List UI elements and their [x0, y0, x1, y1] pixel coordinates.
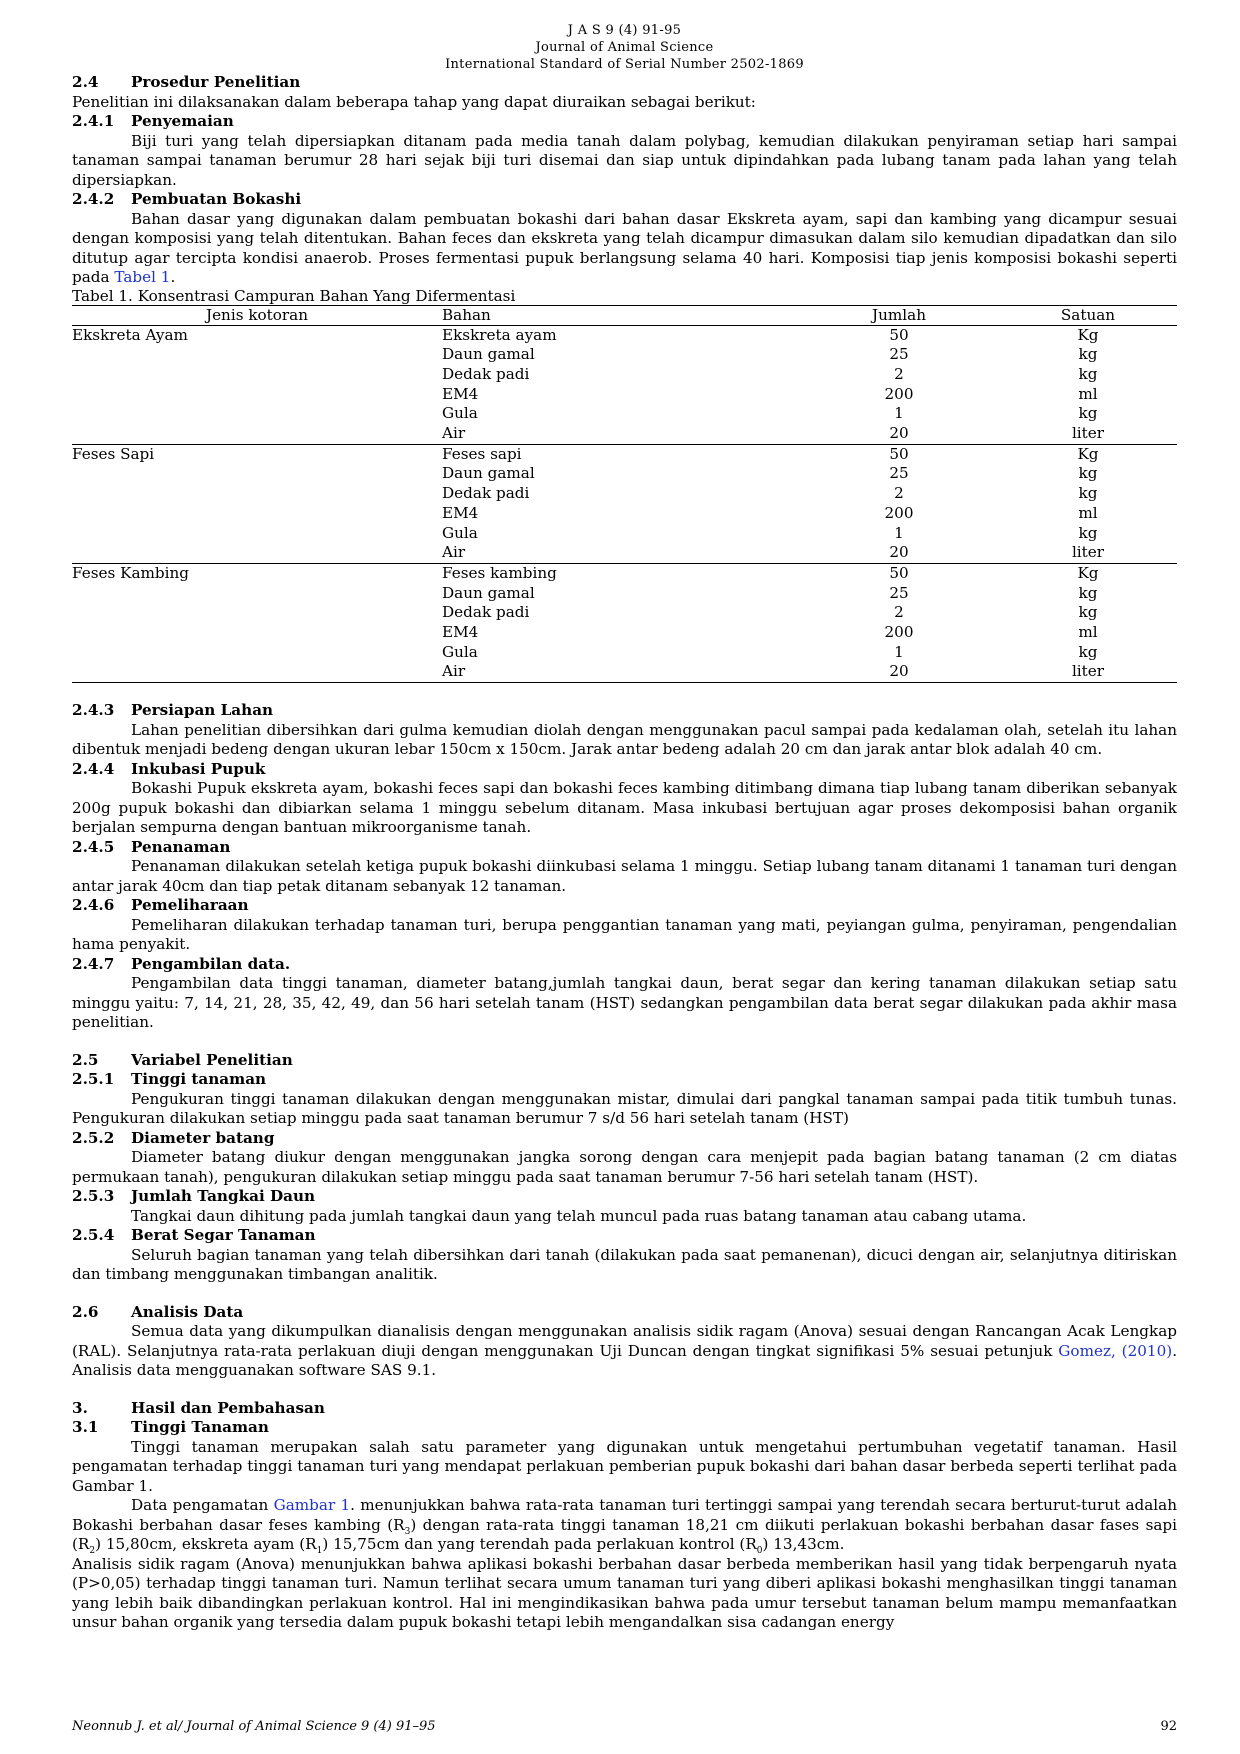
- table-group: [72, 444, 1177, 563]
- cell-satuan: kg: [1078, 523, 1098, 542]
- table-caption: Tabel 1. Konsentrasi Campuran Bahan Yang Difermentasi: [72, 286, 516, 305]
- cell-jumlah: 200: [884, 503, 914, 522]
- cell-satuan: Kg: [1077, 563, 1099, 582]
- cell-satuan: kg: [1078, 484, 1098, 503]
- journal-issn: International Standard of Serial Number 2502-1869: [445, 57, 804, 72]
- paragraph: Tinggi tanaman merupakan salah satu parameter yang digunakan untuk mengetahui pertumbuhan vegetatif tanaman. Hasil pengamatan terhadap tinggi tanaman turi yang mendapat perlakuan pemberian pupuk bokashi dari bahan dasar berbeda seperti terlihat pada Gambar 1.: [72, 1437, 1177, 1495]
- cell-satuan: kg: [1078, 583, 1098, 602]
- paragraph: Pengambilan data tinggi tanaman, diameter batang,jumlah tangkai daun, berat segar dan kering tanaman dilakukan setiap satu minggu yaitu: 7, 14, 21, 28, 35, 42, 49, dan 56 hari setelah tanam (HST) sedangkan pengambilan data berat segar dilakukan pada akhir masa penelitian.: [72, 974, 1177, 1032]
- cell-jumlah: 50: [889, 444, 909, 463]
- paragraph: Seluruh bagian tanaman yang telah dibersihkan dari tanah (dilakukan pada saat pemanenan), dicuci dengan air, selanjutnya ditiriskan dan timbang menggunakan timbangan analitik.: [72, 1245, 1177, 1284]
- section-heading: 2.5 Variabel Penelitian: [72, 1050, 293, 1069]
- cell-bahan: Ekskreta ayam: [442, 325, 557, 344]
- cell-satuan: kg: [1078, 464, 1098, 483]
- paragraph: Data pengamatan Gambar 1. menunjukkan bahwa rata-rata tanaman turi tertinggi sampai yang terendah secara berturut-turut adalah Bokashi berbahan dasar feses kambing $(R_3)$ dengan rata-rata tinggi tanaman 18,21 cm diikuti perlakuan bokashi berbahan dasar fases sapi $(R_2)$ 15,80cm, ekskreta ayam $(R_1)$ 15,75cm dan yang terendah pada perlakuan kontrol $(R_0)$ 13,43cm.: [72, 1496, 1178, 1557]
- section-heading: 2.4 Prosedur Penelitian: [72, 73, 301, 91]
- paragraph: Penelitian ini dilaksanakan dalam beberapa tahap yang dapat diuraikan sebagai berikut:: [72, 92, 756, 111]
- cell-bahan: Feses kambing: [442, 563, 557, 582]
- data-table: [72, 305, 1177, 684]
- table-link[interactable]: Tabel 1: [114, 268, 171, 286]
- page-number: 92: [1160, 1719, 1177, 1734]
- table-group: [72, 563, 1177, 682]
- cell-jumlah: 20: [889, 424, 909, 443]
- cell-satuan: liter: [1071, 662, 1105, 681]
- running-header: [72, 22, 1177, 73]
- cell-bahan: EM4: [442, 503, 479, 522]
- cell-jumlah: 25: [889, 583, 909, 602]
- cell-bahan: Gula: [442, 642, 478, 661]
- cell-bahan: EM4: [442, 384, 479, 403]
- paragraph: Bokashi Pupuk ekskreta ayam, bokashi feces sapi dan bokashi feces kambing ditimbang dimana tiap lubang tanam diberikan sebanyak 200g pupuk bokashi dan dibiarkan selama 1 minggu sebelum ditanam. Masa inkubasi bertujuan agar proses dekomposisi bahan organik berjalan sempurna dengan bantuan mikroorganisme tanah.: [72, 779, 1177, 837]
- cell-bahan: Gula: [442, 523, 478, 542]
- section-heading: 2.4.5 Penanaman: [72, 837, 231, 856]
- paragraph: Pemeliharan dilakukan terhadap tanaman turi, berupa penggantian tanaman yang mati, peyiangan gulma, penyiraman, pengendalian hama penyakit.: [72, 915, 1177, 954]
- table-group: [72, 325, 1177, 444]
- cell-satuan: liter: [1071, 424, 1105, 443]
- cell-jumlah: 25: [889, 345, 909, 364]
- cell-jenis-kotoran: Ekskreta Ayam: [72, 325, 188, 344]
- cell-jumlah: 20: [889, 543, 909, 562]
- column-header: Jenis kotoran: [72, 305, 442, 325]
- cell-satuan: Kg: [1077, 444, 1099, 463]
- section-heading: 2.5.4 Berat Segar Tanaman: [72, 1226, 316, 1245]
- section-heading: 3.1 Tinggi Tanaman: [72, 1418, 269, 1437]
- cell-jumlah: 50: [889, 325, 909, 344]
- page-footer: [72, 1719, 1177, 1734]
- paragraph: Diameter batang diukur dengan menggunakan jangka sorong dengan cara menjepit pada bagian batang tanaman (2 cm diatas permukaan tanah), pengukuran dilakukan setiap minggu pada saat tanaman berumur 7-56 hari setelah tanam (HST).: [72, 1148, 1177, 1186]
- section-heading: 2.4.4 Inkubasi Pupuk: [72, 759, 266, 778]
- cell-jenis-kotoran: Feses Sapi: [72, 444, 155, 463]
- cell-jumlah: 200: [884, 623, 914, 642]
- table-row: [72, 563, 1177, 583]
- table-row: [72, 444, 1177, 464]
- paragraph: Semua data yang dikumpulkan dianalisis dengan menggunakan analisis sidik ragam (Anova) sesuai dengan Rancangan Acak Lengkap (RAL). Selanjutnya rata-rata perlakuan diuji dengan menggunakan Uji Duncan dengan tingkat signifikasi 5% sesuai petunjuk Gomez, (2010). Analisis data mengguanakan software SAS 9.1.: [72, 1322, 1178, 1380]
- cell-jumlah: 200: [884, 384, 914, 403]
- cell-bahan: Air: [442, 543, 466, 562]
- column-header: Satuan: [999, 305, 1177, 325]
- column-header: Jumlah: [799, 305, 999, 325]
- column-header: Bahan: [442, 305, 799, 325]
- cell-bahan: Dedak padi: [442, 603, 530, 622]
- page-body: [72, 22, 1177, 1633]
- table-header-row: [72, 305, 1177, 325]
- cell-bahan: Dedak padi: [442, 484, 530, 503]
- paragraph: Penanaman dilakukan setelah ketiga pupuk bokashi diinkubasi selama 1 minggu. Setiap lubang tanam ditanami 1 tanaman turi dengan antar jarak 40cm dan tiap petak ditanam sebanyak 12 tanaman.: [72, 857, 1177, 895]
- cell-bahan: Air: [442, 424, 466, 443]
- section-heading: 2.5.1 Tinggi tanaman: [72, 1070, 267, 1089]
- section-heading: 2.4.6 Pemeliharaan: [72, 896, 249, 915]
- cell-satuan: ml: [1078, 503, 1098, 522]
- cell-satuan: kg: [1078, 345, 1098, 364]
- cell-bahan: EM4: [442, 623, 479, 642]
- cell-jumlah: 25: [889, 464, 909, 483]
- journal-name: Journal of Animal Science: [535, 40, 714, 55]
- cell-jumlah: 1: [894, 523, 904, 542]
- section-heading: 2.4.1 Penyemaian: [72, 112, 234, 130]
- cell-jumlah: 1: [894, 404, 904, 423]
- paragraph: Lahan penelitian dibersihkan dari gulma kemudian diolah dengan menggunakan pacul sampai pada kedalaman olah, setelah itu lahan dibentuk menjadi bedeng dengan ukuran lebar 150cm x 150cm. Jarak antar bedeng adalah 20 cm dan jarak antar blok adalah 40 cm.: [72, 720, 1177, 759]
- section-heading: 2.5.3 Jumlah Tangkai Daun: [72, 1187, 316, 1206]
- cell-jenis-kotoran: Feses Kambing: [72, 563, 189, 582]
- cell-satuan: kg: [1078, 364, 1098, 383]
- cell-jumlah: 2: [894, 484, 904, 503]
- cell-bahan: Daun gamal: [442, 345, 535, 364]
- cell-jumlah: 2: [894, 603, 904, 622]
- cell-bahan: Gula: [442, 404, 478, 423]
- paragraph: Biji turi yang telah dipersiapkan ditanam pada media tanah dalam polybag, kemudian dilakukan penyiraman setiap hari sampai tanaman sampai tanaman berumur 28 hari sejak biji turi disemai dan siap untuk dipindahkan pada lubang tanam pada lahan yang telah dipersiapkan.: [72, 131, 1177, 189]
- cell-bahan: Daun gamal: [442, 583, 535, 602]
- cell-bahan: Air: [442, 662, 466, 681]
- footer-citation: Neonnub J. et al/ Journal of Animal Science 9 (4) 91–95: [72, 1719, 436, 1734]
- cell-jumlah: 1: [894, 642, 904, 661]
- reference-link[interactable]: Gomez, (2010): [1058, 1341, 1173, 1360]
- figure-link[interactable]: Gambar 1: [273, 1496, 351, 1515]
- cell-jumlah: 50: [889, 563, 909, 582]
- section-heading: 3. Hasil dan Pembahasan: [72, 1398, 325, 1417]
- cell-satuan: kg: [1078, 642, 1098, 661]
- cell-satuan: Kg: [1077, 325, 1099, 344]
- journal-code: J A S 9 (4) 91-95: [567, 23, 682, 38]
- cell-satuan: kg: [1078, 603, 1098, 622]
- cell-satuan: liter: [1071, 543, 1105, 562]
- section-heading: 2.6 Analisis Data: [72, 1302, 244, 1321]
- section-heading: 2.4.3 Persiapan Lahan: [72, 701, 274, 720]
- cell-satuan: ml: [1078, 623, 1098, 642]
- cell-bahan: Daun gamal: [442, 464, 535, 483]
- cell-bahan: Feses sapi: [442, 444, 522, 463]
- cell-bahan: Dedak padi: [442, 364, 530, 383]
- cell-satuan: ml: [1078, 384, 1098, 403]
- paragraph: Analisis sidik ragam (Anova) menunjukkan bahwa aplikasi bokashi berbahan dasar berbeda memberikan hasil yang tidak berpengaruh nyata (P>0,05) terhadap tinggi tanaman turi. Namun terlihat secara umum tanaman turi yang diberi aplikasi bokashi menghasilkan tinggi tanaman yang lebih baik dibandingkan perlakuan kontrol. Hal ini mengindikasikan bahwa pada umur tersebut tanaman belum mampu memanfaatkan unsur bahan organik yang tersedia dalam pupuk bokashi tetapi lebih mengandalkan sisa cadangan energy: [72, 1554, 1177, 1632]
- cell-jumlah: 2: [894, 364, 904, 383]
- section-heading: 2.4.2 Pembuatan Bokashi: [72, 190, 302, 208]
- table-row: [72, 325, 1177, 345]
- cell-jumlah: 20: [889, 662, 909, 681]
- section-heading: 2.4.7 Pengambilan data.: [72, 954, 291, 973]
- paragraph: Bahan dasar yang digunakan dalam pembuatan bokashi dari bahan dasar Ekskreta ayam, sapi dan kambing yang dicampur sesuai dengan komposisi yang telah ditentukan. Bahan feces dan ekskreta yang telah dicampur dimasukan dalam silo kemudian dipadatkan dan silo ditutup agar tercipta kondisi anaerob. Proses fermentasi pupuk berlangsung selama 40 hari. Komposisi tiap jenis komposisi bokashi seperti pada Tabel 1.: [72, 209, 1177, 286]
- paragraph: Tangkai daun dihitung pada jumlah tangkai daun yang telah muncul pada ruas batang tanaman atau cabang utama.: [131, 1206, 1027, 1225]
- section-heading: 2.5.2 Diameter batang: [72, 1128, 275, 1147]
- paragraph: Pengukuran tinggi tanaman dilakukan dengan menggunakan mistar, dimulai dari pangkal tanaman sampai pada titik tumbuh tunas. Pengukuran dilakukan setiap minggu pada saat tanaman berumur 7 s/d 56 hari setelah tanam (HST): [72, 1089, 1177, 1128]
- cell-satuan: kg: [1078, 404, 1098, 423]
